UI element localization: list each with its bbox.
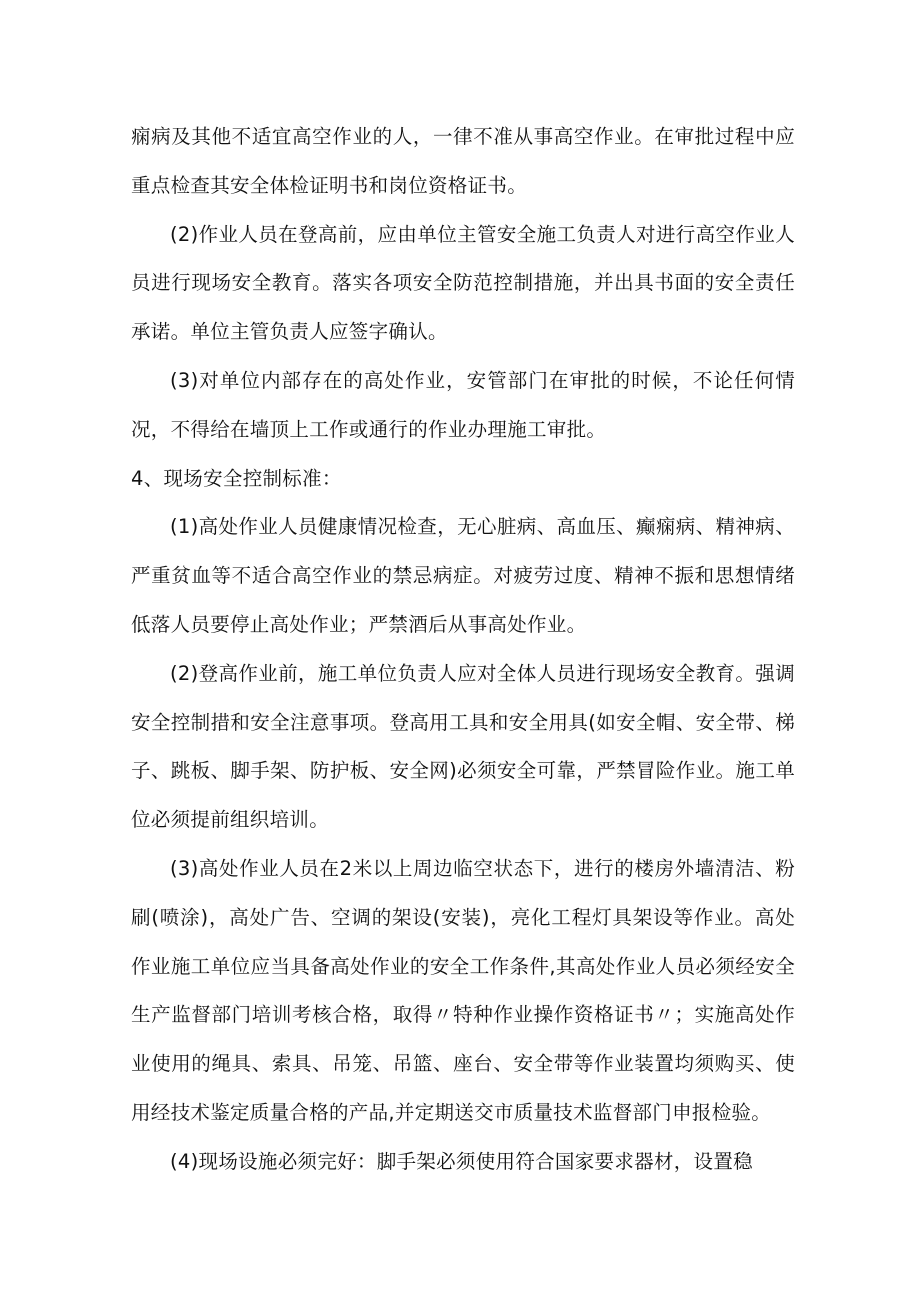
section-heading: 4、现场安全控制标准： <box>131 466 342 490</box>
paragraph-standard-1: (1)高处作业人员健康情况检查，无心脏病、高血压、癫痫病、精神病、严重贫血等不适合高空作业的禁忌病症。对疲劳过度、精神不振和思想情绪低落人员要停止高处作业；严禁酒后从事高处作业。 <box>131 515 795 636</box>
paragraph-standard-4: (4)现场设施必须完好：脚手架必须使用符合国家要求器材，设置稳 <box>170 1149 753 1173</box>
paragraph-item-3: (3)对单位内部存在的高处作业，安管部门在审批的时候，不论任何情况，不得给在墙顶上工作或通行的作业办理施工审批。 <box>131 368 795 441</box>
paragraph-standard-3: (3)高处作业人员在2米以上周边临空状态下，进行的楼房外墙清洁、粉刷(喷涂)，高处广告、空调的架设(安装)，亮化工程灯具架设等作业。高处作业施工单位应当具备高处作业的安全工作条件,其高处作业人员必须经安全生产监督部门培训考核合格，取得〃特种作业操作资格证书〃；实施高处作业使用的绳具、索具、吊笼、吊篮、座台、安全带等作业装置均须购买、使用经技术鉴定质量合格的产品,并定期送交市质量技术监督部门申报检验。 <box>131 856 795 1124</box>
paragraph-item-2: (2)作业人员在登高前，应由单位主管安全施工负责人对进行高空作业人员进行现场安全教育。落实各项安全防范控制措施，并出具书面的安全责任承诺。单位主管负责人应签字确认。 <box>131 222 795 344</box>
paragraph-continuation: 痫病及其他不适宜高空作业的人，一律不准从事高空作业。在审批过程中应重点检查其安全体检证明书和岗位资格证书。 <box>131 125 795 197</box>
paragraph-standard-2: (2)登高作业前，施工单位负责人应对全体人员进行现场安全教育。强调安全控制措和安全注意事项。登高用工具和安全用具(如安全帽、安全带、梯子、跳板、脚手架、防护板、安全网)必须安全可靠，严禁冒险作业。施工单位必须提前组织培训。 <box>131 661 795 832</box>
document-body <box>131 113 795 1187</box>
